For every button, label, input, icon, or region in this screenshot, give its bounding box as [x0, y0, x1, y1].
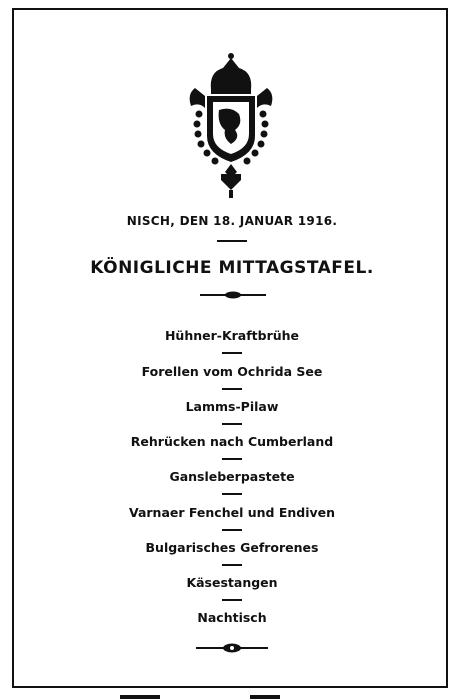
menu-item-1: Hühner-Kraftbrühe	[164, 328, 300, 343]
menu-item-9: Nachtisch	[197, 610, 267, 625]
menu-item-3: Lamms-Pilaw	[185, 399, 279, 414]
menu-divider-7	[222, 564, 242, 566]
menu-divider-4	[222, 458, 242, 460]
menu-item-4: Rehrücken nach Cumberland	[130, 434, 334, 449]
menu-item-6: Varnaer Fenchel und Endiven	[128, 505, 336, 520]
menu-divider-2	[222, 388, 242, 390]
menu-title: KÖNIGLICHE MITTAGSTAFEL.	[90, 258, 374, 278]
bottom-edge-marks	[0, 690, 464, 700]
bottom-ornament-divider	[196, 642, 268, 654]
date-divider	[217, 240, 247, 242]
royal-coat-of-arms-icon	[181, 50, 281, 200]
menu-divider-3	[222, 423, 242, 425]
menu-item-7: Bulgarisches Gefrorenes	[145, 540, 319, 555]
date-line: NISCH, DEN 18. JANUAR 1916.	[126, 214, 338, 228]
menu-divider-8	[222, 599, 242, 601]
menu-item-2: Forellen vom Ochrida See	[141, 364, 323, 379]
menu-divider-1	[222, 352, 242, 354]
menu-divider-5	[222, 493, 242, 495]
title-ornament-divider	[200, 290, 266, 300]
menu-item-8: Käsestangen	[186, 575, 278, 590]
menu-item-5: Gansleberpastete	[169, 469, 295, 484]
menu-divider-6	[222, 529, 242, 531]
